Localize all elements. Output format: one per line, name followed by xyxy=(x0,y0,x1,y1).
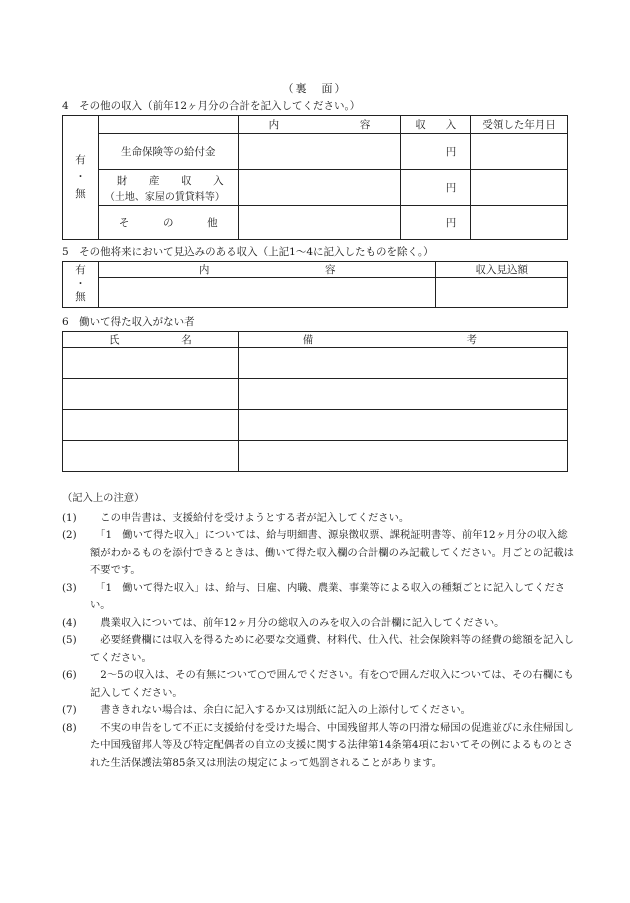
sec6-heading: 6 働いて得た収入がない者 xyxy=(62,316,195,328)
sec4-row1-income[interactable]: 円 xyxy=(401,134,471,170)
sec6-remarks-cell[interactable] xyxy=(238,441,567,472)
sec6-remarks-cell[interactable] xyxy=(238,348,567,379)
sec4-row3-content[interactable] xyxy=(238,206,401,240)
sec4-row1-date[interactable] xyxy=(471,134,568,170)
note-item: (6) 2〜5の収入は、その有無について○で囲んでください。有を○で囲んだ収入については、その右欄にも記入してください。 xyxy=(62,669,574,699)
sec4-row3-label: そ の 他 xyxy=(98,206,238,240)
sec4-row1-content[interactable] xyxy=(238,134,401,170)
note-item: (4) 農業収入については、前年12ヶ月分の総収入のみを収入の合計欄に記入してください。 xyxy=(62,616,505,629)
sec6-remarks-cell[interactable] xyxy=(238,410,567,441)
sec4-header-content: 内 容 xyxy=(238,116,401,134)
notes-section xyxy=(62,490,574,772)
sec4-row2-label: 財 産 収 入 （土地、家屋の賃貸料等） xyxy=(98,170,238,206)
sec5-content-cell[interactable] xyxy=(98,278,436,308)
sec4-row2-content[interactable] xyxy=(238,170,401,206)
sec6-remarks-cell[interactable] xyxy=(238,379,567,410)
note-item: (3) 「1 働いて得た収入」は、給与、日雇、内職、農業、事業等による収入の種類ごとに記入してください。 xyxy=(62,581,566,611)
sec4-row1-label: 生命保険等の給付金 xyxy=(98,134,238,170)
sec6-name-cell[interactable] xyxy=(63,441,239,472)
sec6-name-cell[interactable] xyxy=(63,348,239,379)
note-item: (5) 必要経費欄には収入を得るために必要な交通費、材料代、仕入代、社会保険料等の経費の総額を記入してください。 xyxy=(62,634,574,664)
sec6-name-cell[interactable] xyxy=(63,410,239,441)
sec6-header-name: 氏 名 xyxy=(63,332,239,348)
note-item: (1) この申告書は、支援給付を受けようとする者が記入してください。 xyxy=(62,511,410,524)
sec5-heading: 5 その他将来において見込みのある収入（上記1〜4に記入したものを除く。） xyxy=(62,246,434,258)
note-item: (8) 不実の申告をして不正に支援給付を受けた場合、中国残留邦人等の円滑な帰国の促進並びに永住帰国した中国残留邦人等及び特定配偶者の自立の支援に関する法律第14条第4項においてその例によるものとされた生活保護法第85条又は刑法の規定によって処罰されることがあります。 xyxy=(62,721,574,769)
page-title: （裏 面） xyxy=(282,82,348,95)
sec5-header-content: 内 容 xyxy=(98,262,436,278)
sec5-table xyxy=(62,261,568,308)
sec6-table xyxy=(62,331,568,472)
sec5-expected-cell[interactable] xyxy=(436,278,568,308)
sec4-row3-income[interactable]: 円 xyxy=(401,206,471,240)
sec4-header-date: 受領した年月日 xyxy=(471,116,568,134)
sec4-table xyxy=(62,115,568,240)
notes-heading: （記入上の注意） xyxy=(62,492,145,504)
sec5-left-cell[interactable]: 有 ・ 無 xyxy=(63,262,99,308)
note-item: (7) 書ききれない場合は、余白に記入するか又は別紙に記入の上添付してください。 xyxy=(62,704,471,716)
sec4-row2-income[interactable]: 円 xyxy=(401,170,471,206)
sec6-name-cell[interactable] xyxy=(63,379,239,410)
sec4-header-income: 収 入 xyxy=(401,116,471,134)
note-item: (2) 「1 働いて得た収入」については、給与明細書、源泉徴収票、課税証明書等、前年12ヶ月分の収入総額がわかるものを添付できるときは、働いて得た収入欄の合計欄のみ記載してください。月ごとの記載は不要です。 xyxy=(62,529,574,576)
sec4-row2-date[interactable] xyxy=(471,170,568,206)
sec4-row3-date[interactable] xyxy=(471,206,568,240)
sec4-heading: 4 その他の収入（前年12ヶ月分の合計を記入してください。） xyxy=(62,100,361,112)
sec4-left-cell[interactable]: 有 ・ 無 xyxy=(63,116,99,240)
sec6-header-remarks: 備 考 xyxy=(238,332,567,348)
sec5-header-expected: 収入見込額 xyxy=(436,262,568,278)
